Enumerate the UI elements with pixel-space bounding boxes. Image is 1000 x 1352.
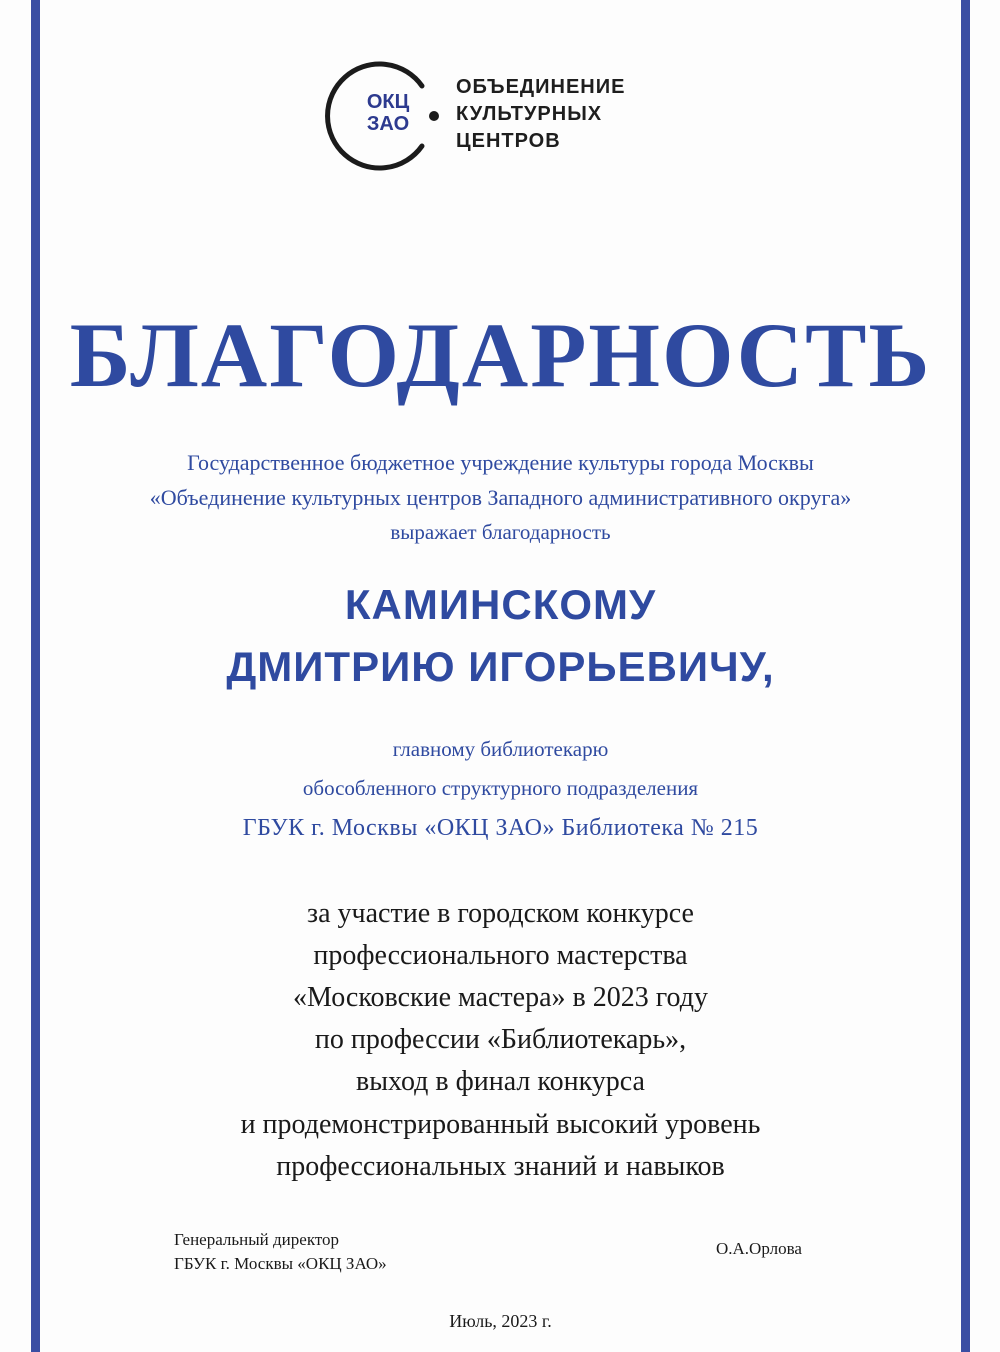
signatory-role-line-1: Генеральный директор — [174, 1230, 340, 1249]
signatory-name: О.А.Орлова — [716, 1239, 802, 1258]
logo-name-line-2: КУЛЬТУРНЫХ — [456, 103, 603, 125]
reason-line: выход в финал конкурса — [356, 1066, 645, 1097]
right-frame-border — [961, 0, 970, 1352]
logo-name-line-3: ЦЕНТРОВ — [456, 130, 561, 152]
reason-line: профессионального мастерства — [313, 940, 688, 971]
reason-line: «Московские мастера» в 2023 году — [293, 982, 708, 1013]
organization-line-1: Государственное бюджетное учреждение культуры города Москвы — [187, 450, 814, 475]
logo-abbr-bottom: ЗАО — [366, 113, 410, 135]
logo-abbr-top: ОКЦ — [366, 91, 410, 113]
left-frame-border — [31, 0, 40, 1352]
position-line-1: главному библиотекарю — [392, 737, 609, 761]
position-line-3: ГБУК г. Москвы «ОКЦ ЗАО» Библиотека № 215 — [242, 815, 759, 841]
organization-logo — [318, 58, 688, 174]
organization-line-3: выражает благодарность — [390, 520, 611, 544]
logo-name-line-1: ОБЪЕДИНЕНИЕ — [456, 76, 626, 98]
position-line-2: обособленного структурного подразделения — [302, 776, 699, 800]
recipient-given-names: ДМИТРИЮ ИГОРЬЕВИЧУ, — [226, 643, 775, 690]
reason-line: и продемонстрированный высокий уровень — [240, 1109, 761, 1140]
organization-line-2: «Объединение культурных центров Западного административного округа» — [149, 485, 852, 510]
reason-line: по профессии «Библиотекарь», — [314, 1024, 687, 1055]
recipient-surname: КАМИНСКОМУ — [344, 581, 657, 628]
reason-line: за участие в городском конкурсе — [307, 898, 694, 929]
logo-dot — [429, 111, 439, 121]
reason-line: профессиональных знаний и навыков — [276, 1151, 725, 1182]
signatory-role-line-2: ГБУК г. Москвы «ОКЦ ЗАО» — [174, 1254, 387, 1273]
issue-date: Июль, 2023 г. — [449, 1311, 552, 1331]
certificate-title: БЛАГОДАРНОСТЬ — [69, 304, 932, 406]
